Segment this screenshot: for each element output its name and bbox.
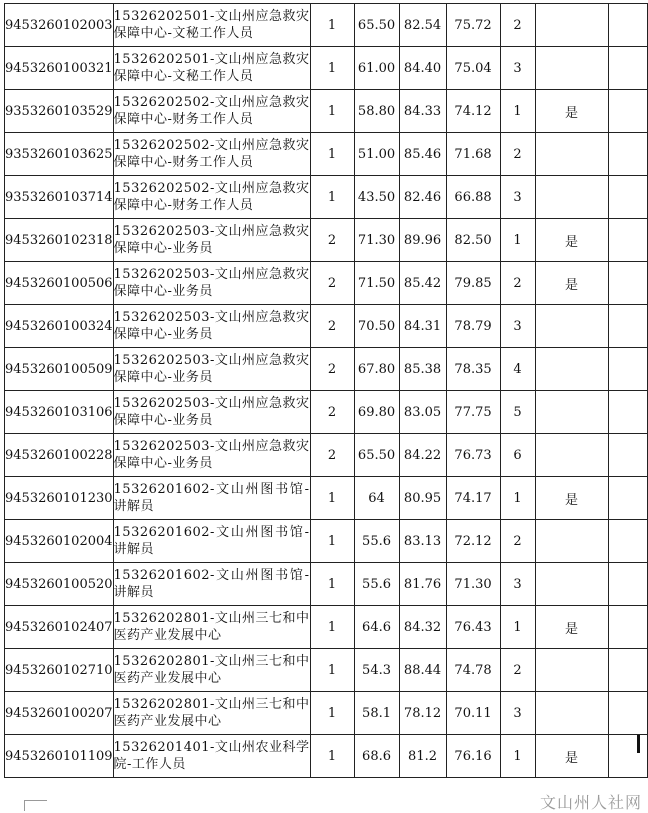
table-row bbox=[5, 47, 648, 90]
written-score-cell: 58.80 bbox=[354, 90, 399, 133]
written-score-cell: 54.3 bbox=[354, 649, 399, 692]
candidate-id-cell: 9453260100324 bbox=[5, 305, 114, 348]
position-cell: 15326202503-文山州应急救灾保障中心-业务员 bbox=[113, 219, 310, 262]
watermark: 文山州人社网 bbox=[539, 793, 642, 812]
position-cell: 15326201401-文山州农业科学院-工作人员 bbox=[113, 735, 310, 778]
total-score-cell: 75.04 bbox=[446, 47, 500, 90]
hire-count-cell: 2 bbox=[310, 391, 354, 434]
hire-count-cell: 2 bbox=[310, 305, 354, 348]
total-score-cell: 70.11 bbox=[446, 692, 500, 735]
written-score-cell: 65.50 bbox=[354, 434, 399, 477]
page-corner-mark bbox=[24, 800, 47, 811]
rank-cell: 1 bbox=[500, 606, 535, 649]
candidate-id-cell: 9453260101230 bbox=[5, 477, 114, 520]
written-score-cell: 43.50 bbox=[354, 176, 399, 219]
table-row bbox=[5, 4, 648, 47]
candidate-id-cell: 9353260103529 bbox=[5, 90, 114, 133]
hire-count-cell: 2 bbox=[310, 219, 354, 262]
total-score-cell: 76.73 bbox=[446, 434, 500, 477]
rank-cell: 2 bbox=[500, 262, 535, 305]
table-row bbox=[5, 692, 648, 735]
blank-cell bbox=[608, 563, 647, 606]
rank-cell: 3 bbox=[500, 563, 535, 606]
total-score-cell: 74.17 bbox=[446, 477, 500, 520]
position-cell: 15326202501-文山州应急救灾保障中心-文秘工作人员 bbox=[113, 47, 310, 90]
hire-count-cell: 1 bbox=[310, 90, 354, 133]
selected-flag-cell bbox=[535, 348, 608, 391]
candidate-id-cell: 9453260100321 bbox=[5, 47, 114, 90]
table-row bbox=[5, 520, 648, 563]
position-cell: 15326202503-文山州应急救灾保障中心-业务员 bbox=[113, 305, 310, 348]
table-row bbox=[5, 735, 648, 778]
blank-cell bbox=[608, 4, 647, 47]
hire-count-cell: 1 bbox=[310, 47, 354, 90]
total-score-cell: 74.78 bbox=[446, 649, 500, 692]
blank-cell bbox=[608, 133, 647, 176]
blank-cell bbox=[608, 735, 647, 778]
written-score-cell: 67.80 bbox=[354, 348, 399, 391]
hire-count-cell: 1 bbox=[310, 4, 354, 47]
selected-flag-cell bbox=[535, 133, 608, 176]
interview-score-cell: 81.2 bbox=[399, 735, 446, 778]
position-cell: 15326202502-文山州应急救灾保障中心-财务工作人员 bbox=[113, 90, 310, 133]
interview-score-cell: 84.31 bbox=[399, 305, 446, 348]
candidate-id-cell: 9453260101109 bbox=[5, 735, 114, 778]
blank-cell bbox=[608, 520, 647, 563]
blank-cell bbox=[608, 262, 647, 305]
candidate-id-cell: 9453260102003 bbox=[5, 4, 114, 47]
results-table-body bbox=[5, 4, 648, 778]
total-score-cell: 71.30 bbox=[446, 563, 500, 606]
selected-flag-cell bbox=[535, 692, 608, 735]
rank-cell: 2 bbox=[500, 133, 535, 176]
interview-score-cell: 85.38 bbox=[399, 348, 446, 391]
table-row bbox=[5, 176, 648, 219]
interview-score-cell: 82.54 bbox=[399, 4, 446, 47]
hire-count-cell: 2 bbox=[310, 434, 354, 477]
total-score-cell: 74.12 bbox=[446, 90, 500, 133]
written-score-cell: 51.00 bbox=[354, 133, 399, 176]
interview-score-cell: 89.96 bbox=[399, 219, 446, 262]
rank-cell: 2 bbox=[500, 4, 535, 47]
position-cell: 15326202503-文山州应急救灾保障中心-业务员 bbox=[113, 434, 310, 477]
blank-cell bbox=[608, 219, 647, 262]
blank-cell bbox=[608, 348, 647, 391]
total-score-cell: 75.72 bbox=[446, 4, 500, 47]
blank-cell bbox=[608, 176, 647, 219]
rank-cell: 3 bbox=[500, 305, 535, 348]
selected-flag-cell bbox=[535, 305, 608, 348]
total-score-cell: 71.68 bbox=[446, 133, 500, 176]
written-score-cell: 71.50 bbox=[354, 262, 399, 305]
blank-cell bbox=[608, 692, 647, 735]
position-cell: 15326202503-文山州应急救灾保障中心-业务员 bbox=[113, 262, 310, 305]
hire-count-cell: 1 bbox=[310, 649, 354, 692]
table-row bbox=[5, 606, 648, 649]
blank-cell bbox=[608, 391, 647, 434]
selected-flag-cell bbox=[535, 176, 608, 219]
rank-cell: 3 bbox=[500, 692, 535, 735]
candidate-id-cell: 9453260102407 bbox=[5, 606, 114, 649]
rank-cell: 1 bbox=[500, 219, 535, 262]
written-score-cell: 61.00 bbox=[354, 47, 399, 90]
table-edge-mark bbox=[637, 735, 640, 753]
table-row bbox=[5, 391, 648, 434]
selected-flag-cell: 是 bbox=[535, 262, 608, 305]
candidate-id-cell: 9453260100207 bbox=[5, 692, 114, 735]
rank-cell: 3 bbox=[500, 176, 535, 219]
table-row bbox=[5, 649, 648, 692]
selected-flag-cell: 是 bbox=[535, 90, 608, 133]
blank-cell bbox=[608, 606, 647, 649]
blank-cell bbox=[608, 649, 647, 692]
interview-score-cell: 82.46 bbox=[399, 176, 446, 219]
table-row bbox=[5, 305, 648, 348]
written-score-cell: 55.6 bbox=[354, 563, 399, 606]
interview-score-cell: 85.42 bbox=[399, 262, 446, 305]
position-cell: 15326201602-文山州图书馆-讲解员 bbox=[113, 477, 310, 520]
written-score-cell: 68.6 bbox=[354, 735, 399, 778]
written-score-cell: 70.50 bbox=[354, 305, 399, 348]
blank-cell bbox=[608, 90, 647, 133]
rank-cell: 1 bbox=[500, 735, 535, 778]
written-score-cell: 55.6 bbox=[354, 520, 399, 563]
position-cell: 15326202801-文山州三七和中医药产业发展中心 bbox=[113, 606, 310, 649]
selected-flag-cell bbox=[535, 520, 608, 563]
table-row bbox=[5, 133, 648, 176]
hire-count-cell: 1 bbox=[310, 692, 354, 735]
hire-count-cell: 1 bbox=[310, 520, 354, 563]
position-cell: 15326201602-文山州图书馆-讲解员 bbox=[113, 520, 310, 563]
candidate-id-cell: 9453260100509 bbox=[5, 348, 114, 391]
hire-count-cell: 2 bbox=[310, 348, 354, 391]
rank-cell: 6 bbox=[500, 434, 535, 477]
selected-flag-cell: 是 bbox=[535, 735, 608, 778]
hire-count-cell: 1 bbox=[310, 735, 354, 778]
candidate-id-cell: 9453260103106 bbox=[5, 391, 114, 434]
total-score-cell: 77.75 bbox=[446, 391, 500, 434]
hire-count-cell: 2 bbox=[310, 262, 354, 305]
hire-count-cell: 1 bbox=[310, 176, 354, 219]
selected-flag-cell bbox=[535, 391, 608, 434]
blank-cell bbox=[608, 434, 647, 477]
selected-flag-cell: 是 bbox=[535, 606, 608, 649]
candidate-id-cell: 9453260102318 bbox=[5, 219, 114, 262]
position-cell: 15326202503-文山州应急救灾保障中心-业务员 bbox=[113, 348, 310, 391]
interview-score-cell: 84.32 bbox=[399, 606, 446, 649]
position-cell: 15326202801-文山州三七和中医药产业发展中心 bbox=[113, 649, 310, 692]
position-cell: 15326202503-文山州应急救灾保障中心-业务员 bbox=[113, 391, 310, 434]
interview-score-cell: 84.40 bbox=[399, 47, 446, 90]
table-row bbox=[5, 219, 648, 262]
table-row bbox=[5, 90, 648, 133]
selected-flag-cell bbox=[535, 4, 608, 47]
rank-cell: 1 bbox=[500, 477, 535, 520]
interview-score-cell: 84.22 bbox=[399, 434, 446, 477]
interview-score-cell: 80.95 bbox=[399, 477, 446, 520]
selected-flag-cell bbox=[535, 47, 608, 90]
hire-count-cell: 1 bbox=[310, 133, 354, 176]
total-score-cell: 82.50 bbox=[446, 219, 500, 262]
table-row bbox=[5, 477, 648, 520]
interview-score-cell: 81.76 bbox=[399, 563, 446, 606]
candidate-id-cell: 9353260103625 bbox=[5, 133, 114, 176]
candidate-id-cell: 9453260102710 bbox=[5, 649, 114, 692]
rank-cell: 5 bbox=[500, 391, 535, 434]
table-row bbox=[5, 434, 648, 477]
total-score-cell: 72.12 bbox=[446, 520, 500, 563]
position-cell: 15326201602-文山州图书馆-讲解员 bbox=[113, 563, 310, 606]
selected-flag-cell: 是 bbox=[535, 477, 608, 520]
total-score-cell: 79.85 bbox=[446, 262, 500, 305]
position-cell: 15326202501-文山州应急救灾保障中心-文秘工作人员 bbox=[113, 4, 310, 47]
selected-flag-cell: 是 bbox=[535, 219, 608, 262]
candidate-id-cell: 9453260100506 bbox=[5, 262, 114, 305]
total-score-cell: 78.35 bbox=[446, 348, 500, 391]
total-score-cell: 76.16 bbox=[446, 735, 500, 778]
candidate-id-cell: 9453260102004 bbox=[5, 520, 114, 563]
written-score-cell: 69.80 bbox=[354, 391, 399, 434]
candidate-id-cell: 9453260100228 bbox=[5, 434, 114, 477]
hire-count-cell: 1 bbox=[310, 563, 354, 606]
hire-count-cell: 1 bbox=[310, 606, 354, 649]
total-score-cell: 76.43 bbox=[446, 606, 500, 649]
rank-cell: 3 bbox=[500, 47, 535, 90]
selected-flag-cell bbox=[535, 563, 608, 606]
rank-cell: 4 bbox=[500, 348, 535, 391]
blank-cell bbox=[608, 305, 647, 348]
written-score-cell: 64.6 bbox=[354, 606, 399, 649]
position-cell: 15326202801-文山州三七和中医药产业发展中心 bbox=[113, 692, 310, 735]
table-row bbox=[5, 262, 648, 305]
written-score-cell: 71.30 bbox=[354, 219, 399, 262]
table-row bbox=[5, 348, 648, 391]
written-score-cell: 65.50 bbox=[354, 4, 399, 47]
total-score-cell: 78.79 bbox=[446, 305, 500, 348]
candidate-id-cell: 9353260103714 bbox=[5, 176, 114, 219]
interview-score-cell: 83.13 bbox=[399, 520, 446, 563]
position-cell: 15326202502-文山州应急救灾保障中心-财务工作人员 bbox=[113, 133, 310, 176]
blank-cell bbox=[608, 477, 647, 520]
written-score-cell: 58.1 bbox=[354, 692, 399, 735]
interview-score-cell: 84.33 bbox=[399, 90, 446, 133]
interview-score-cell: 88.44 bbox=[399, 649, 446, 692]
hire-count-cell: 1 bbox=[310, 477, 354, 520]
total-score-cell: 66.88 bbox=[446, 176, 500, 219]
position-cell: 15326202502-文山州应急救灾保障中心-财务工作人员 bbox=[113, 176, 310, 219]
interview-score-cell: 78.12 bbox=[399, 692, 446, 735]
interview-score-cell: 85.46 bbox=[399, 133, 446, 176]
table-row bbox=[5, 563, 648, 606]
rank-cell: 2 bbox=[500, 649, 535, 692]
results-table bbox=[4, 3, 648, 778]
blank-cell bbox=[608, 47, 647, 90]
written-score-cell: 64 bbox=[354, 477, 399, 520]
candidate-id-cell: 9453260100520 bbox=[5, 563, 114, 606]
interview-score-cell: 83.05 bbox=[399, 391, 446, 434]
rank-cell: 2 bbox=[500, 520, 535, 563]
selected-flag-cell bbox=[535, 649, 608, 692]
rank-cell: 1 bbox=[500, 90, 535, 133]
selected-flag-cell bbox=[535, 434, 608, 477]
